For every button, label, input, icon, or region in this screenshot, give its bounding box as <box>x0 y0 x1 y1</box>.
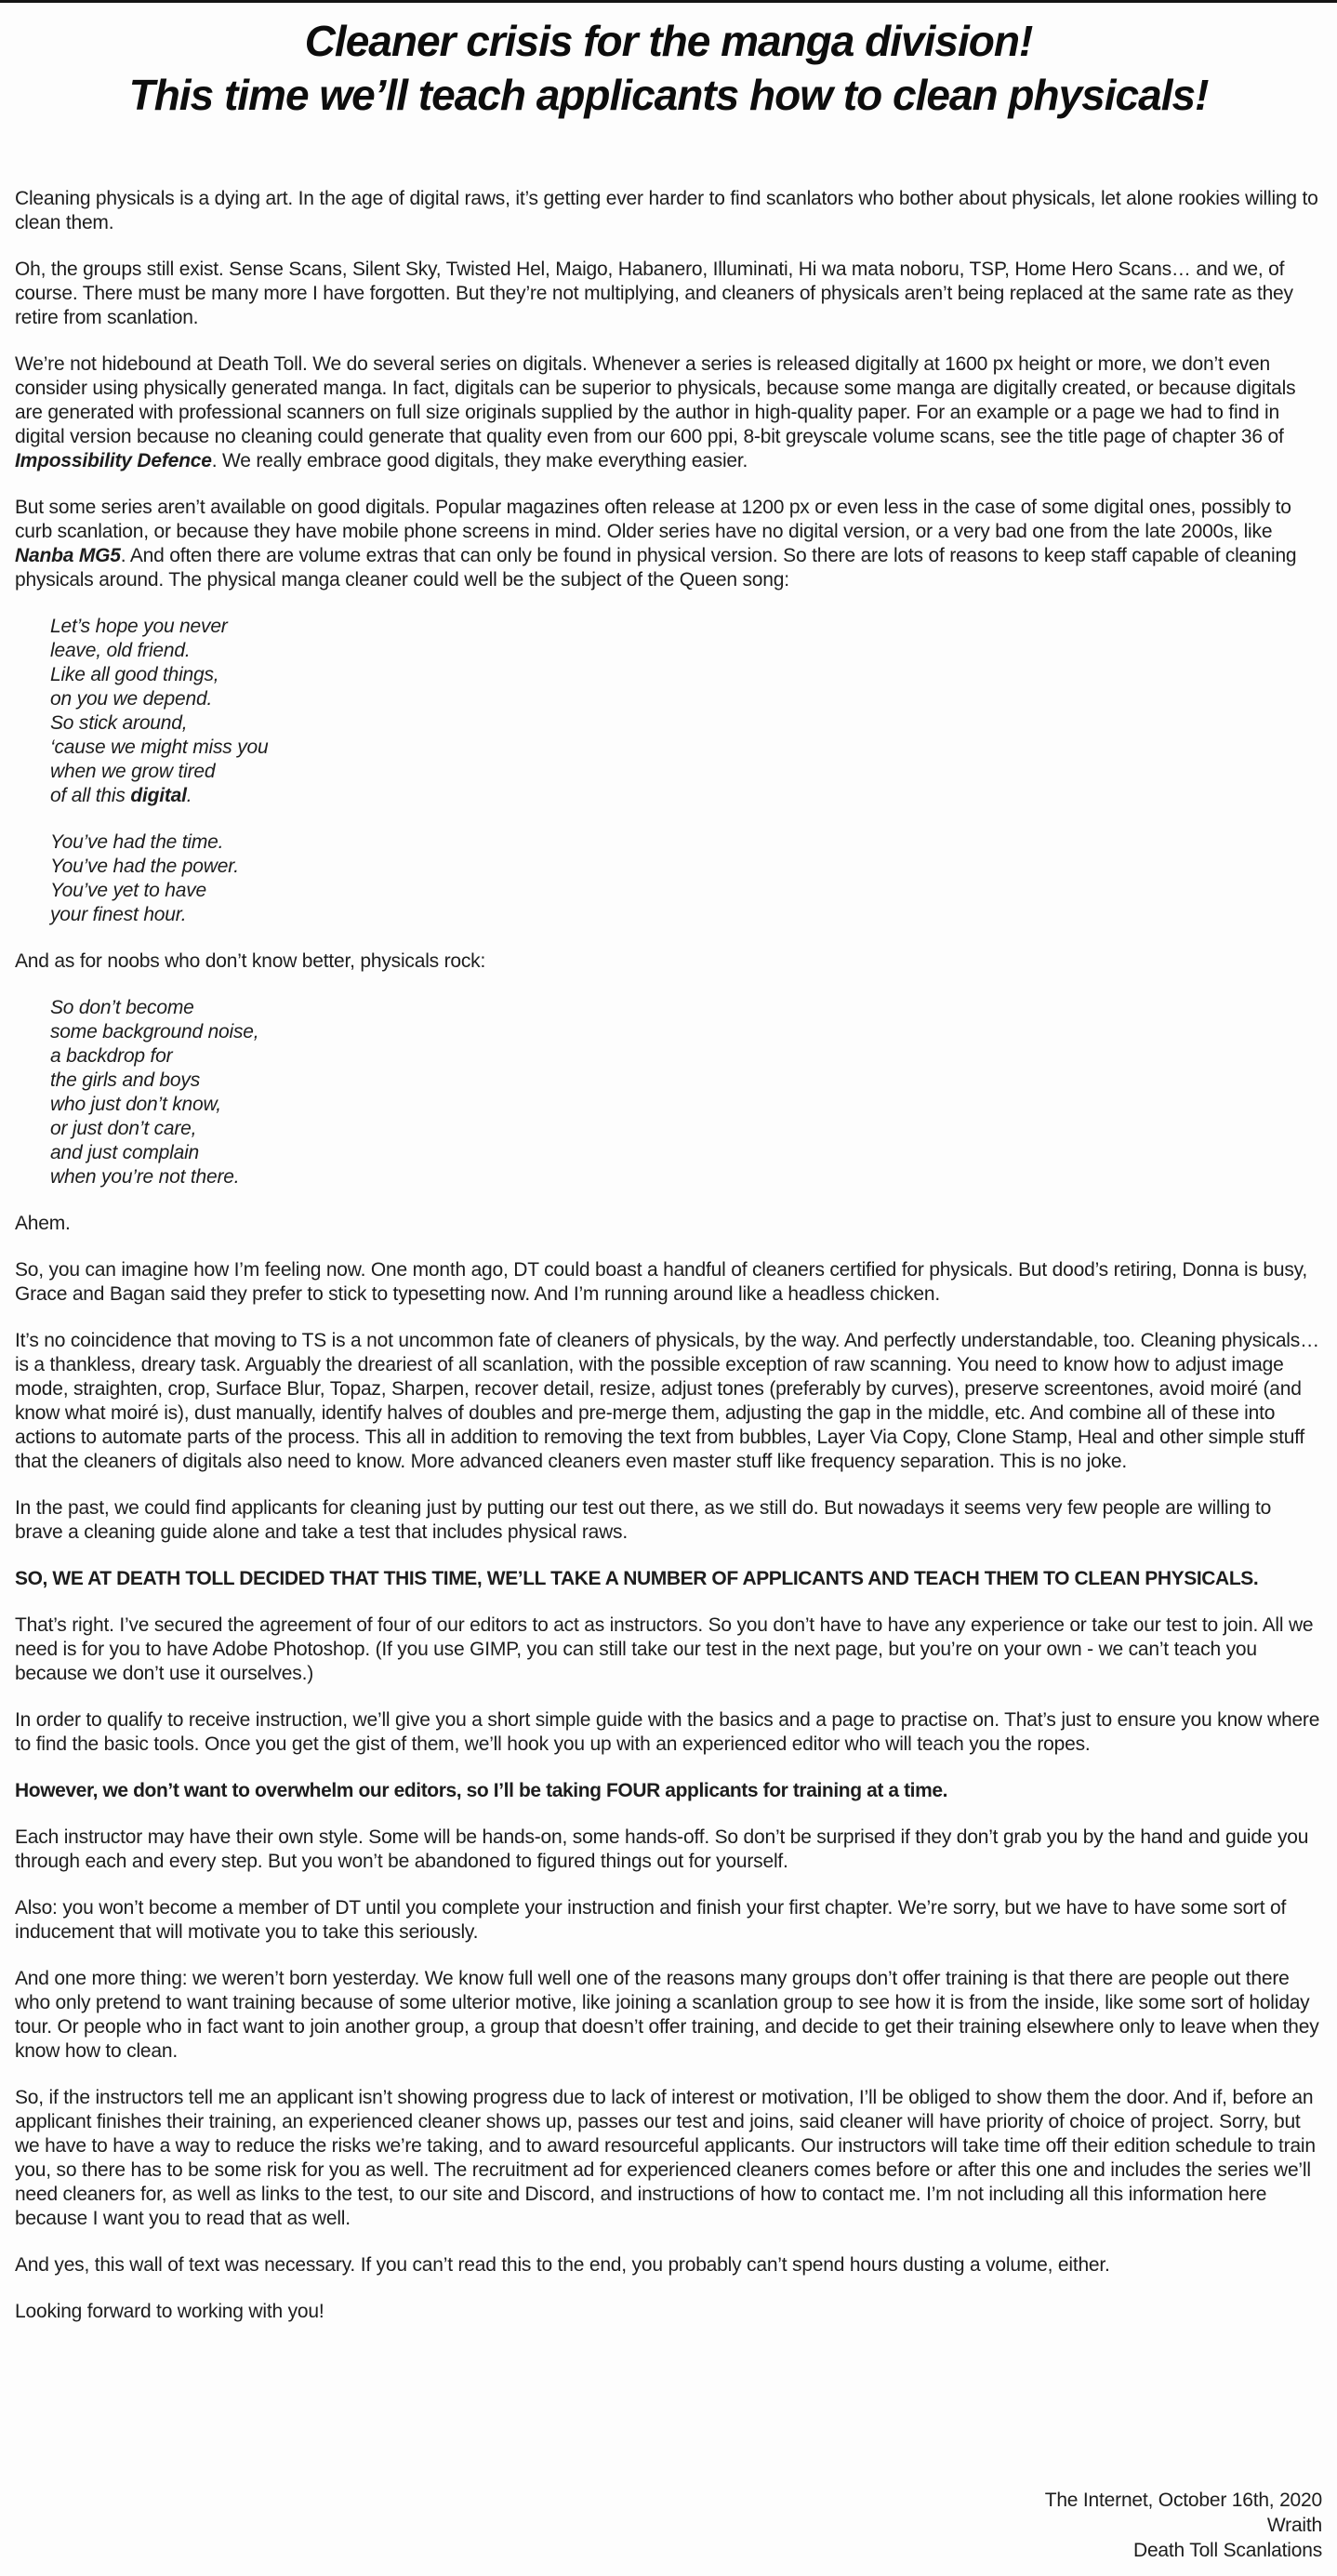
paragraph: Cleaning physicals is a dying art. In the age of digital raws, it’s getting ever harder to find scanlators who bother about physicals, let alone rookies willing to clean them. <box>15 188 1318 233</box>
paragraph: But some series aren’t available on good digitals. Popular magazines often release at 1200 px or even less in the case of some digital ones, possibly to curb scanlation, or because they have mobile phone screens in mind. Older series have no digital version, or a very bad one from the late 2000s, like Nanba MG5. And often there are volume extras that can only be found in physical version. So there are lots of reasons to keep staff capable of cleaning physicals around. The physical manga cleaner could well be the subject of the Queen song: <box>15 497 1297 591</box>
signature-line: The Internet, October 16th, 2020 <box>1044 2490 1322 2511</box>
lyrics-quote-stanza <box>15 996 1322 1189</box>
paragraph: So, if the instructors tell me an applicant isn’t showing progress due to lack of interest or motivation, I’ll be obliged to show them the door. And if, before an applicant finishes their training, an experienced cleaner shows up, passes our test and joins, said cleaner will have priority of choice of project. Sorry, but we have to have a way to reduce the risks we’re taking, and to award resourceful applicants. Our instructors will take time off their edition schedule to train you, so there has to be some risk for you as well. The recruitment ad for experienced cleaners comes before or after this one and includes the series we’ll need cleaners for, as well as links to the test, to our site and Discord, and instructions of how to contact me. I’m not including all this information here because I want you to read that as well. <box>15 2087 1316 2229</box>
paragraph: So, you can imagine how I’m feeling now. One month ago, DT could boast a handful of cleaners certified for physicals. But dood’s retiring, Donna is busy, Grace and Bagan said they prefer to stick to typesetting now. And I’m running around like a headless chicken. <box>15 1259 1308 1305</box>
emphasis-text: Nanba MG5 <box>15 545 121 566</box>
lyrics-quote-stanza <box>15 615 1322 808</box>
lyrics-line: So stick around, <box>50 712 188 734</box>
lyrics-line: Like all good things, <box>50 664 219 685</box>
lyrics-line: of all this digital. <box>50 785 192 806</box>
paragraph: And yes, this wall of text was necessary. If you can’t read this to the end, you probably can’t spend hours dusting a volume, either. <box>15 2254 1110 2276</box>
page-title <box>15 14 1322 122</box>
lyrics-line: You’ve had the power. <box>50 856 239 877</box>
lyrics-line: Let’s hope you never <box>50 616 228 637</box>
lyrics-line: or just don’t care, <box>50 1118 197 1139</box>
paragraph: Oh, the groups still exist. Sense Scans, Silent Sky, Twisted Hel, Maigo, Habanero, Illuminati, Hi wa mata noboru, TSP, Home Hero Scans… and we, of course. There must be many more I have forgotten. But they’re not multiplying, and cleaners of physicals aren’t being replaced at the same rate as they retire from scanlation. <box>15 259 1293 328</box>
lyrics-quote-stanza <box>15 830 1322 927</box>
lyrics-line: when you’re not there. <box>50 1166 240 1188</box>
document-body <box>0 3 1337 2576</box>
signature-line: Wraith <box>1266 2515 1322 2536</box>
paragraph: And as for noobs who don’t know better, physicals rock: <box>15 950 486 972</box>
lyrics-line: on you we depend. <box>50 688 213 710</box>
signature-block <box>15 2488 1322 2563</box>
paragraph: We’re not hidebound at Death Toll. We do several series on digitals. Whenever a series is released digitally at 1600 px height or more, we don’t even consider using physically generated manga. In fact, digitals can be superior to physicals, because some manga are digitally created, or because digitals are generated with professional scanners on full size originals supplied by the author in high-quality paper. For an example or a page we had to find in digital version because no cleaning could generate that quality even from our 600 ppi, 8-bit greyscale volume scans, see the title page of chapter 36 of Impossibility Defence. We really embrace good digitals, they make everything easier. <box>15 353 1296 471</box>
lyrics-line: some background noise, <box>50 1021 259 1042</box>
paragraph: That’s right. I’ve secured the agreement of four of our editors to act as instructors. So you don’t have to have any experience or take our test to join. All we need is for you to have Adobe Photoshop. (If you use GIMP, you can still take our test in the next page, but you’re on your own - we can’t teach you because we don’t use it ourselves.) <box>15 1614 1314 1684</box>
paragraph: Looking forward to working with you! <box>15 2301 324 2322</box>
signature-line: Death Toll Scanlations <box>1132 2540 1322 2561</box>
lyrics-line: You’ve yet to have <box>50 880 207 901</box>
paragraph: It’s no coincidence that moving to TS is a not uncommon fate of cleaners of physicals, by the way. And perfectly understandable, too. Cleaning physicals… is a thankless, dreary task. Arguably the dreariest of all scanlation, with the possible exception of raw scanning. You need to know how to adjust image mode, straighten, crop, Surface Blur, Topaz, Sharpen, recover detail, resize, adjust tones (preferably by curves), preserve screentones, avoid moiré (and know what moiré is), dust manually, identify halves of doubles and pre-merge them, adjusting the gap in the middle, etc. And combine all of these into actions to automate parts of the process. This all in addition to removing the text from bubbles, Layer Via Copy, Clone Stamp, Heal and other simple stuff that the cleaners of digitals also need to know. More advanced cleaners even master stuff like frequency separation. This is no joke. <box>15 1330 1319 1472</box>
lyrics-line: So don’t become <box>50 997 194 1018</box>
lyrics-line: your finest hour. <box>50 904 187 925</box>
lyrics-line: ‘cause we might miss you <box>50 737 269 758</box>
paragraph: Also: you won’t become a member of DT until you complete your instruction and finish your first chapter. We’re sorry, but we have to have some sort of inducement that will motivate you to take this seriously. <box>15 1897 1287 1943</box>
title-line-2: This time we’ll teach applicants how to clean physicals! <box>128 71 1209 119</box>
paragraph: Each instructor may have their own style. Some will be hands-on, some hands-off. So don’t be surprised if they don’t grab you by the hand and guide you through each and every step. But you won’t be abandoned to figured things out for yourself. <box>15 1826 1309 1872</box>
paragraph: In order to qualify to receive instruction, we’ll give you a short simple guide with the basics and a page to practise on. That’s just to ensure you know where to find the basic tools. Once you get the gist of them, we’ll hook you up with an experienced editor who will teach you the ropes. <box>15 1709 1320 1755</box>
lyrics-line: who just don’t know, <box>50 1094 221 1115</box>
lyrics-line: the girls and boys <box>50 1069 200 1091</box>
paragraph: And one more thing: we weren’t born yesterday. We know full well one of the reasons many groups don’t offer training is that there are people out there who only pretend to want training because of some ulterior motive, like joining a scanlation group to see how it is from the inside, like some sort of holiday tour. Or people who in fact want to join another group, a group that doesn’t offer training, and decide to get their training elsewhere only to leave when they know how to clean. <box>15 1968 1319 2062</box>
lyrics-line: when we grow tired <box>50 761 216 782</box>
paragraph: In the past, we could find applicants for cleaning just by putting our test out there, as we still do. But nowadays it seems very few people are willing to brave a cleaning guide alone and take a test that includes physical raws. <box>15 1497 1272 1543</box>
lyrics-line: leave, old friend. <box>50 640 191 661</box>
emphasis-text: digital <box>130 785 187 806</box>
emphasis-text: Impossibility Defence <box>15 450 212 471</box>
lyrics-line: and just complain <box>50 1142 200 1163</box>
emphasis-paragraph: SO, WE AT DEATH TOLL DECIDED THAT THIS TIME, WE’LL TAKE A NUMBER OF APPLICANTS AND TEACH THEM TO CLEAN PHYSICALS. <box>15 1568 1259 1589</box>
emphasis-paragraph: However, we don’t want to overwhelm our editors, so I’ll be taking FOUR applicants for training at a time. <box>15 1780 948 1801</box>
title-line-1: Cleaner crisis for the manga division! <box>304 17 1033 65</box>
lyrics-line: a backdrop for <box>50 1045 173 1067</box>
lyrics-line: You’ve had the time. <box>50 831 224 853</box>
paragraph: Ahem. <box>15 1213 71 1234</box>
